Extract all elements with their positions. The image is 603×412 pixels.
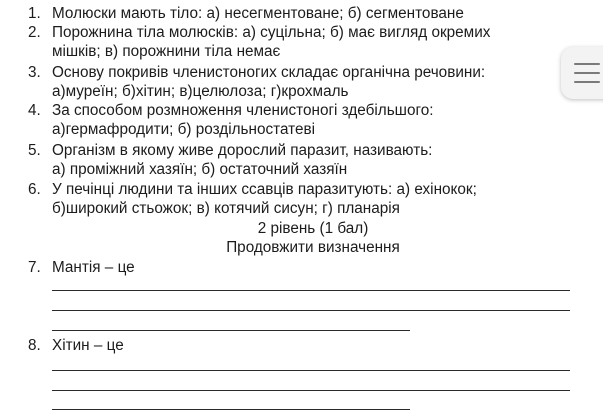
question-options: а) проміжний хазяїн; б) остаточний хазяїн [52,161,348,178]
menu-bar [574,72,600,74]
answer-line [52,390,570,391]
question-options: а)муреїн; б)хітин; в)целюлоза; г)крохмаль [52,83,349,100]
menu-bar [574,63,600,65]
instruction-heading: Продовжити визначення [226,239,400,256]
question-text: Основу покривів членистоногих складає органічна речовини: [52,64,486,81]
question-number: 4. [28,102,41,119]
answer-line [52,330,410,331]
definition-prompt: Мантія – це [52,259,135,276]
question-text: Молюски мають тіло: а) несегментоване; б) сегментоване [52,5,464,22]
question-options: а)гермафродити; б) роздільностатеві [52,121,315,138]
question-text: За способом розмноження членистоногі здебільшого: [52,102,434,119]
question-text: мішків; в) порожнини тіла немає [52,43,281,60]
question-number: 3. [28,64,41,81]
question-number: 5. [28,142,41,159]
question-number: 1. [28,5,41,22]
level-heading: 2 рівень (1 бал) [257,220,369,237]
question-options: б)широкий стьожок; в) котячий сисун; г) планарія [52,200,400,217]
answer-line [52,409,410,410]
hamburger-menu-icon[interactable] [561,47,603,99]
question-number: 2. [28,24,41,41]
answer-line [52,370,570,371]
question-text: У печінці людини та інших ссавців паразитують: а) ехінокок; [52,181,477,198]
question-text: Порожнина тіла молюсків: а) суцільна; б) має вигляд окремих [52,24,491,41]
question-number: 8. [28,337,41,354]
question-number: 7. [28,259,41,276]
question-text: Організм в якому живе дорослий паразит, називають: [52,142,433,159]
menu-bar [574,81,600,83]
answer-line [52,290,570,291]
question-number: 6. [28,181,41,198]
definition-prompt: Хітин – це [52,337,124,354]
answer-line [52,310,570,311]
